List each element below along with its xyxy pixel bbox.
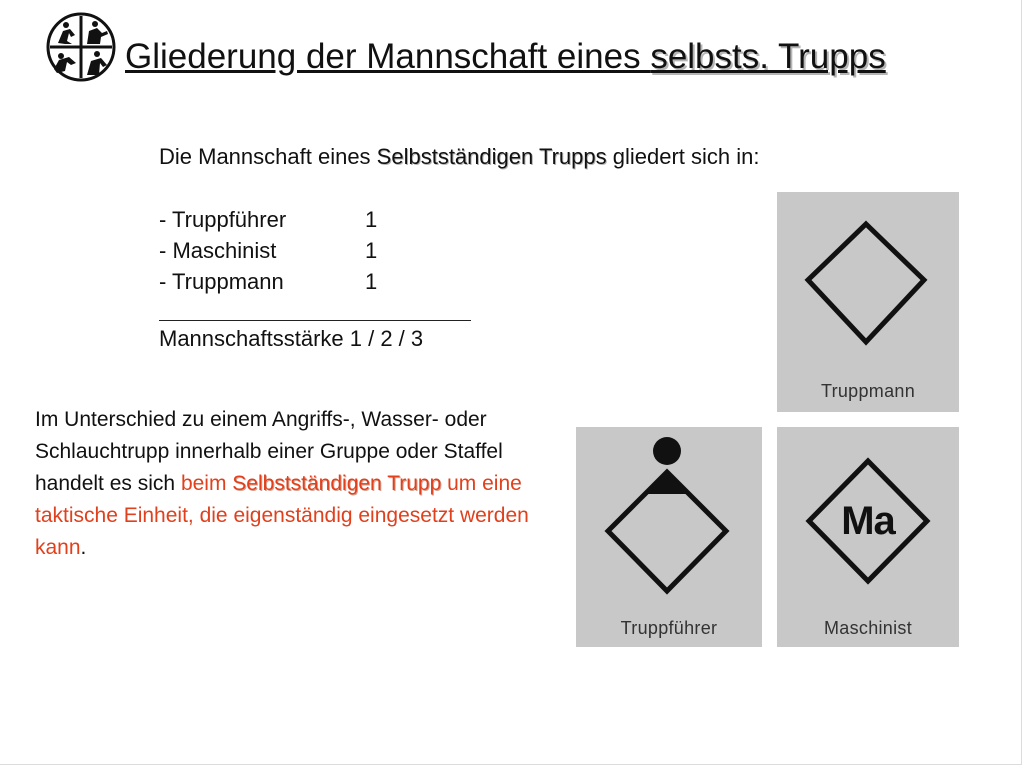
intro-before: Die Mannschaft eines (159, 144, 377, 169)
explanation-paragraph (35, 404, 535, 564)
intro-after: gliedert sich in: (606, 144, 760, 169)
explanation-red-emphasis: Selbstständigen Trupp (232, 472, 442, 495)
symbol-label-maschinist: Maschinist (823, 618, 913, 638)
sum-divider (159, 320, 471, 321)
intro-sentence (159, 144, 759, 170)
diamond-with-triangle-and-dot-icon (576, 427, 762, 647)
fire-brigade-emblem-icon (45, 11, 117, 83)
symbol-label-truppfuehrer: Truppführer (620, 618, 718, 638)
crew-row-truppmann (159, 266, 377, 297)
crew-role: - Maschinist (159, 238, 277, 263)
crew-role: - Truppführer (159, 207, 287, 232)
crew-role: - Truppmann (159, 269, 284, 294)
crew-count: 1 (365, 207, 378, 232)
crew-count: 1 (365, 238, 378, 263)
symbol-card-truppmann (777, 192, 959, 412)
intro-emphasis: Selbstständigen Trupps (376, 144, 607, 169)
symbol-abbrev-maschinist: Ma (841, 499, 895, 543)
crew-list (159, 204, 377, 297)
symbol-card-maschinist (777, 427, 959, 647)
explanation-red-after: um eine taktische Einheit, die eigenständig eingesetzt werden kann (35, 472, 529, 559)
title-main: Gliederung der Mannschaft eines (125, 37, 651, 76)
explanation-red-before: beim (180, 472, 233, 495)
crew-row-maschinist (159, 235, 377, 266)
explanation-end: . (80, 536, 87, 559)
explanation-black: Im Unterschied zu einem Angriffs-, Wasser- oder Schlauchtrupp innerhalb einer Gruppe oder Staffel handelt es sich (35, 408, 503, 495)
crew-count: 1 (365, 269, 378, 294)
page-title (125, 38, 886, 77)
symbol-label-truppmann: Truppmann (820, 381, 916, 401)
symbol-card-truppfuehrer (576, 427, 762, 647)
crew-strength: Mannschaftsstärke 1 / 2 / 3 (159, 326, 424, 351)
crew-row-truppfuehrer (159, 204, 377, 235)
diamond-icon (777, 192, 959, 412)
title-emphasis: selbsts. Trupps (650, 37, 886, 76)
